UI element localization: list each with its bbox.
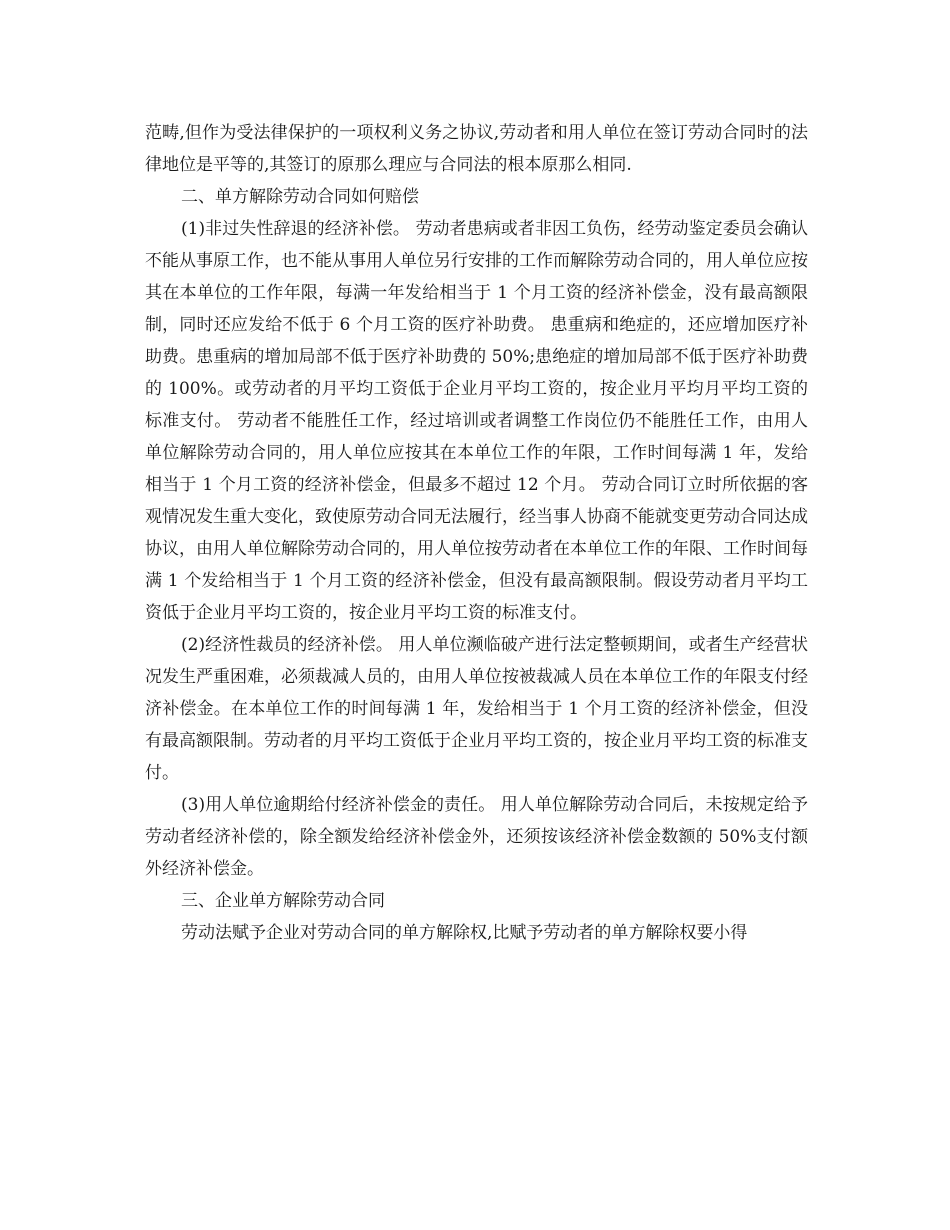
body-paragraph-nonfault-dismissal: (1)非过失性辞退的经济补偿。 劳动者患病或者非因工负伤，经劳动鉴定委员会确认不能从事原工作，也不能从事用人单位另行安排的工作而解除劳动合同的，用人单位应按其在本单位的工作年限，每满一年发给相当于 1 个月工资的经济补偿金，没有最高额限制，同时还应发给不低于 6 个月工资的医疗补助费。 患重病和绝症的，还应增加医疗补助费。患重病的增加局部不低于医疗补助费的 50%;患绝症的增加局部不低于医疗补助费的 100%。或劳动者的月平均工资低于企业月平均工资的，按企业月平均月平均工资的标准支付。 劳动者不能胜任工作，经过培训或者调整工作岗位仍不能胜任工作，由用人单位解除劳动合同的，用人单位应按其在本单位工作的年限，工作时间每满 1 年，发给相当于 1 个月工资的经济补偿金，但最多不超过 12 个月。 劳动合同订立时所依据的客观情况发生重大变化，致使原劳动合同无法履行，经当事人协商不能就变更劳动合同达成协议，由用人单位解除劳动合同的，用人单位按劳动者在本单位工作的年限、工作时间每满 1 个发给相当于 1 个月工资的经济补偿金，但没有最高额限制。假设劳动者月平均工资低于企业月平均工资的，按企业月平均工资的标准支付。: [145, 219, 808, 623]
section-heading-2: 二、单方解除劳动合同如何赔偿: [181, 187, 419, 207]
body-paragraph-late-payment: (3)用人单位逾期给付经济补偿金的责任。 用人单位解除劳动合同后，未按规定给予劳动者经济补偿的，除全额发给经济补偿金外，还须按该经济补偿金数额的 50%支付额外经济补偿金。: [145, 795, 808, 879]
body-paragraph-economic-layoff: (2)经济性裁员的经济补偿。 用人单位濒临破产进行法定整顿期间，或者生产经营状况发生严重困难，必须裁减人员的，由用人单位按被裁减人员在本单位工作的年限支付经济补偿金。在本单位工作的时间每满 1 年，发给相当于 1 个月工资的经济补偿金，但没有最高额限制。劳动者的月平均工资低于企业月平均工资的，按企业月平均工资的标准支付。: [145, 635, 808, 783]
body-paragraph-continuation: 范畴,但作为受法律保护的一项权利义务之协议,劳动者和用人单位在签订劳动合同时的法律地位是平等的,其签订的原那么理应与合同法的根本原那么相同.: [145, 123, 808, 175]
body-paragraph-employer-termination: 劳动法赋予企业对劳动合同的单方解除权,比赋予劳动者的单方解除权要小得: [181, 923, 748, 943]
document-page: [145, 117, 808, 949]
section-heading-3: 三、企业单方解除劳动合同: [181, 891, 385, 911]
